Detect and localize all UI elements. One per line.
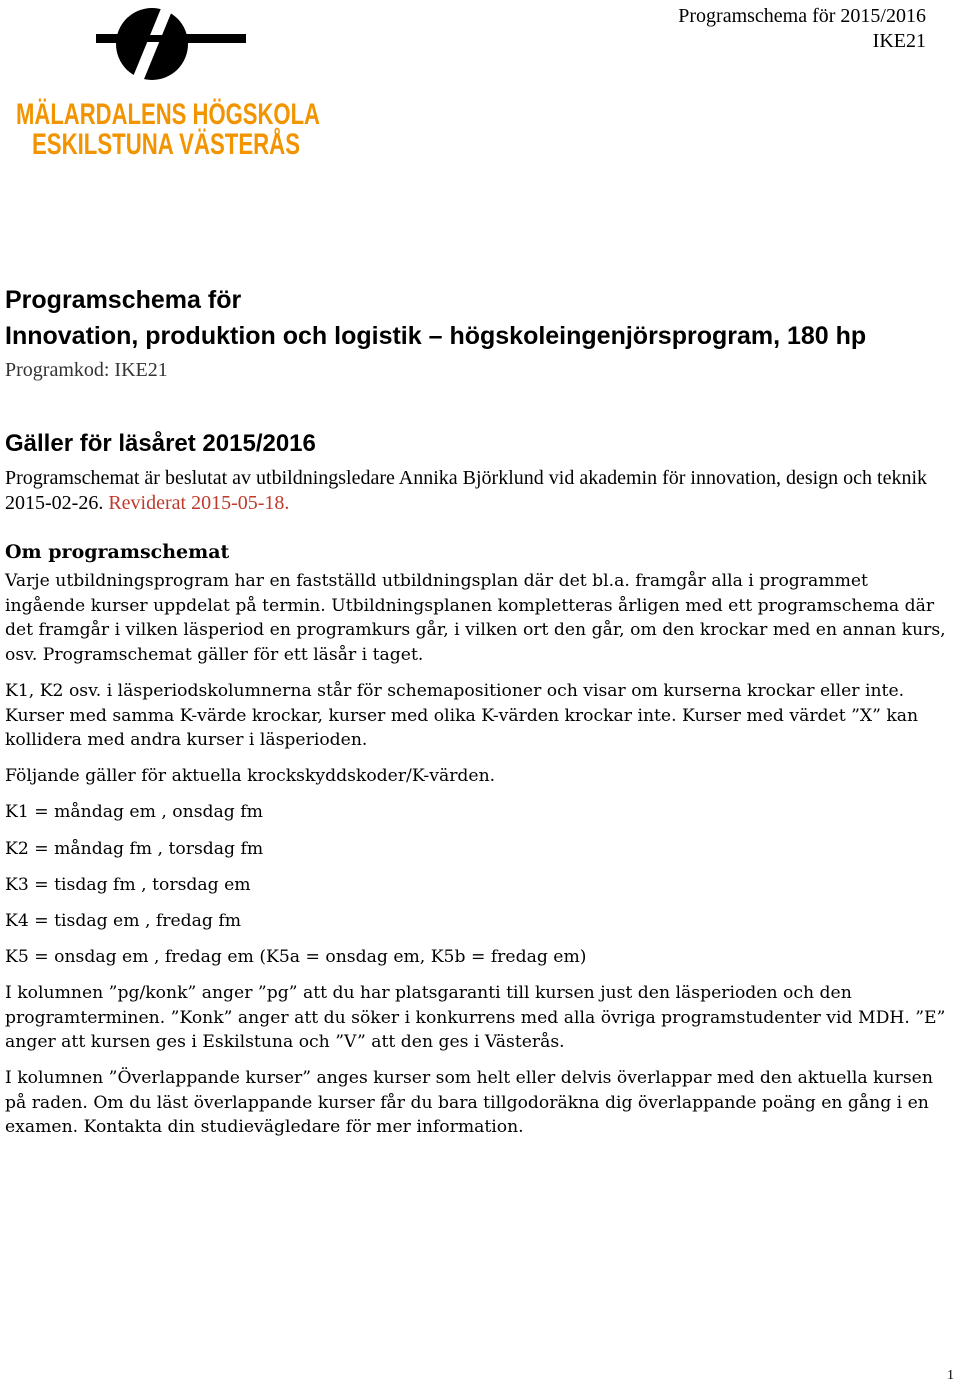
header-schedule-label: Programschema för 2015/2016 — [678, 5, 926, 27]
k-code-k5: K5 = onsdag em , fredag em (K5a = onsdag em, K5b = fredag em) — [5, 947, 587, 967]
about-heading: Om programschemat — [5, 541, 230, 563]
header-program-code: IKE21 — [872, 30, 926, 52]
k-code-k4: K4 = tisdag em , fredag fm — [5, 911, 242, 931]
k-code-k2: K2 = måndag fm , torsdag fm — [5, 839, 264, 859]
revised-date: Reviderat 2015-05-18. — [108, 492, 290, 514]
page-header — [678, 4, 926, 54]
page-number: 1 — [947, 1368, 954, 1383]
mdh-logo-mark — [14, 4, 324, 161]
mdh-logo — [14, 4, 324, 161]
k-code-k1: K1 = måndag em , onsdag fm — [5, 802, 263, 822]
document-title-line2: Innovation, produktion och logistik – högskoleingenjörsprogram, 180 hp — [5, 322, 867, 350]
program-code-line: Programkod: IKE21 — [5, 359, 168, 381]
logo-emblem-icon — [96, 6, 246, 84]
about-paragraph-intro: Varje utbildningsprogram har en fastställd utbildningsplan där det bl.a. framgår alla i programmet ingående kurser uppdelat på termin. Utbildningsplanen kompletteras årligen med ett programschema där det framgår i vilken läsperiod en programkurs går, i vilken ort den går, om den krockar med en annan kurs, osv. Programschemat gäller för ett läsår i taget. — [5, 571, 946, 665]
about-paragraph-overlap: I kolumnen ”Överlappande kurser” anges kurser som helt eller delvis överlappar med den aktuella kursen på raden. Om du läst överlappande kurser får du bara tillgodoräkna dig överlappande poäng en gång i en examen. Kontakta din studievägledare för mer information. — [5, 1068, 933, 1137]
about-paragraph-pg-konk: I kolumnen ”pg/konk” anger ”pg” att du har platsgaranti till kursen just den läsperioden och den programterminen. ”Konk” anger att du söker i konkurrens med alla övriga programstudenter vid MDH. ”E” anger att kursen ges i Eskilstuna och ”V” att den ges i Västerås. — [5, 983, 946, 1052]
k-code-k3: K3 = tisdag fm , torsdag em — [5, 875, 251, 895]
decision-paragraph — [5, 466, 945, 516]
logo-name-line1: MÄLARDALENS HÖGSKOLA — [16, 98, 320, 131]
decision-text: Programschemat är beslutat av utbildningsledare Annika Björklund vid akademin för innovation, design och teknik 2015-02-26. — [5, 467, 928, 514]
logo-name-line2: ESKILSTUNA VÄSTERÅS — [32, 128, 300, 161]
document-title-line1: Programschema för — [5, 286, 242, 314]
about-paragraph-codes-intro: Följande gäller för aktuella krockskyddskoder/K-värden. — [5, 766, 496, 786]
validity-heading: Gäller för läsåret 2015/2016 — [5, 430, 316, 457]
about-paragraph-k-values: K1, K2 osv. i läsperiodskolumnerna står för schemapositioner och visar om kurserna krockar eller inte. Kurser med samma K-värde krockar, kurser med olika K-värden krockar inte. Kurser med värdet ”X” kan kollidera med andra kurser i läsperioden. — [5, 681, 919, 750]
